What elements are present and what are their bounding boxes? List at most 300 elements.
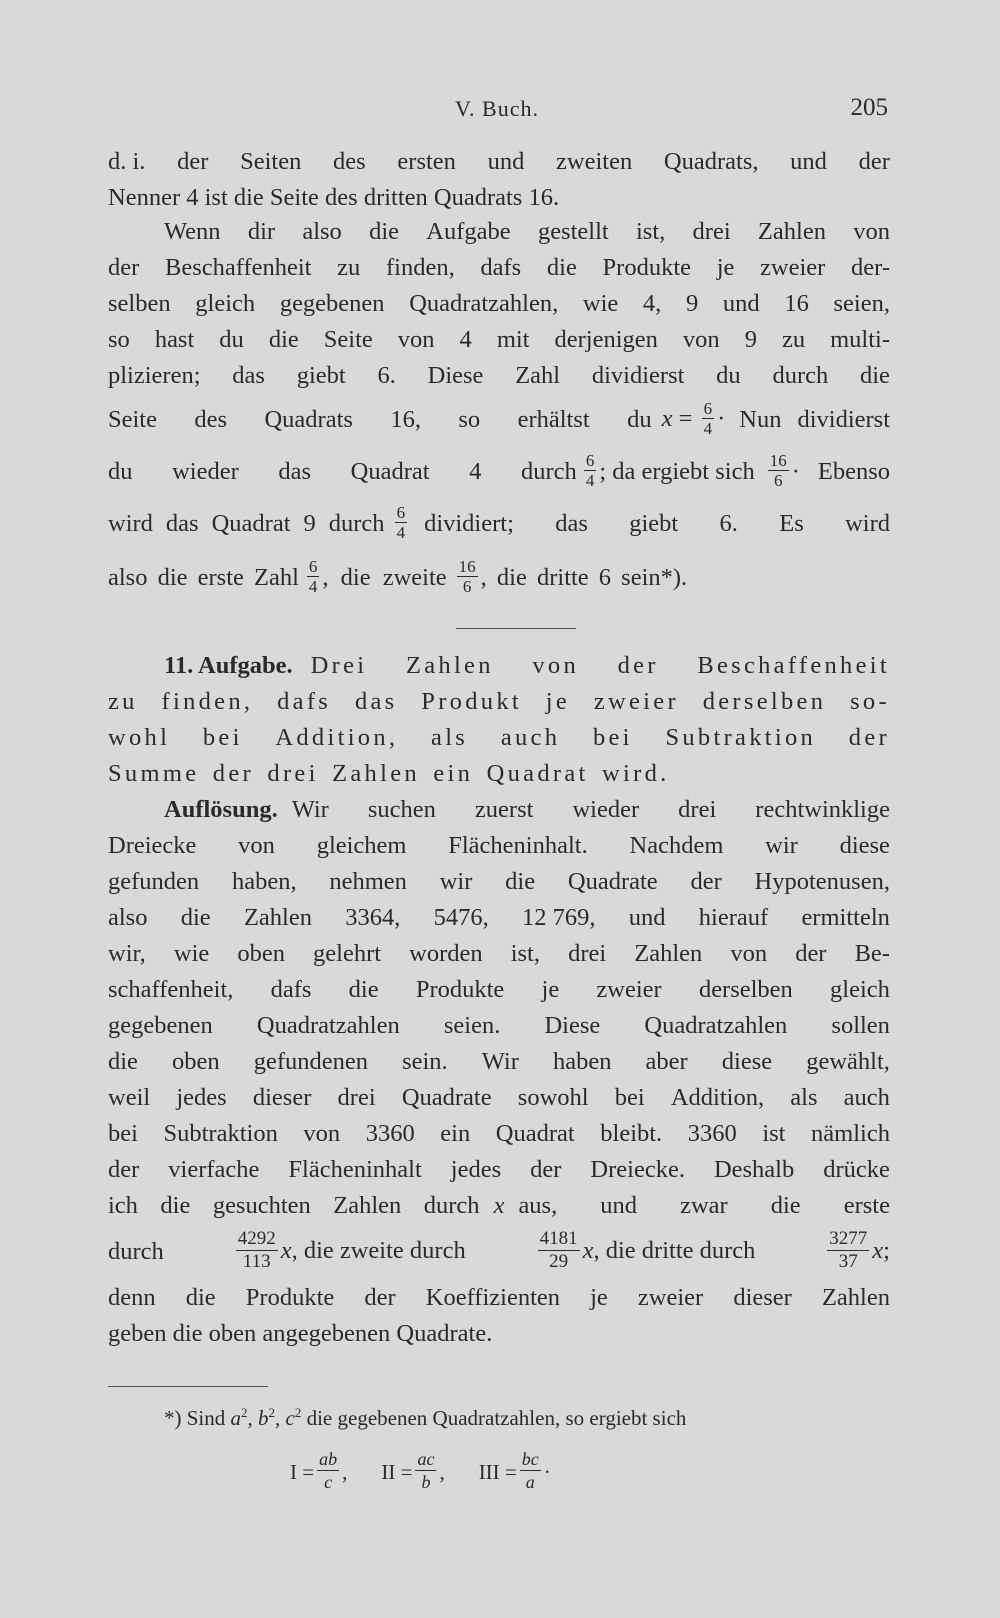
text-line — [108, 936, 890, 972]
word: sowohl — [517, 1084, 589, 1111]
solution-label: Auflösung. — [164, 796, 278, 823]
word: der — [617, 652, 659, 679]
word: Produkt — [421, 688, 522, 715]
word: Dreiecke. — [590, 1156, 685, 1183]
text-line — [108, 684, 890, 720]
word: Seite — [108, 406, 157, 433]
fraction — [317, 1448, 339, 1493]
punctuation: , — [275, 1406, 281, 1430]
word: 6. — [719, 510, 738, 537]
word: 16, — [390, 406, 421, 433]
word: die — [160, 1192, 191, 1219]
word: von — [303, 1120, 341, 1147]
word: zuerst — [474, 796, 534, 823]
text-span: die gegebenen Quadratzahlen, so ergiebt sich — [306, 1406, 687, 1430]
word: zwar — [680, 1192, 728, 1219]
word: haben, — [231, 868, 297, 895]
word: ersten — [397, 148, 456, 175]
word: so- — [850, 688, 890, 715]
word: Diese — [427, 362, 484, 389]
paragraph-1 — [108, 144, 890, 216]
word: Subtraktion — [163, 1120, 278, 1147]
text-line — [108, 214, 890, 250]
word: zu — [108, 688, 138, 715]
word: wieder — [572, 796, 640, 823]
word-group — [424, 506, 890, 542]
word: finden, — [385, 254, 455, 281]
word: 12 769, — [522, 904, 596, 931]
page-number: 205 — [850, 94, 888, 121]
word: Zahlen — [405, 652, 494, 679]
word: suchen — [367, 796, 436, 823]
math-variable: c — [426, 1449, 435, 1469]
text-line — [108, 394, 890, 446]
math-variable: x — [872, 1236, 884, 1264]
word: das — [354, 688, 398, 715]
word: jedes — [450, 1156, 502, 1183]
word: von — [238, 832, 275, 859]
word: plizieren; — [108, 362, 201, 389]
text-line — [108, 1280, 890, 1316]
word: Seite — [323, 326, 373, 353]
word: dir — [247, 218, 276, 245]
solution — [108, 792, 890, 1352]
math-variable: b — [328, 1449, 338, 1469]
fraction — [584, 451, 597, 490]
word: also — [302, 218, 342, 245]
word: du — [219, 326, 244, 353]
word: Deshalb — [713, 1156, 795, 1183]
word: die — [348, 976, 379, 1003]
word: drei — [692, 218, 731, 245]
word: wir, — [108, 940, 146, 967]
word: Quadratzahlen — [256, 1012, 400, 1039]
word: denn — [108, 1284, 156, 1311]
text-line — [108, 900, 890, 936]
text-span: , die zweite durch — [291, 1236, 466, 1264]
word: des — [333, 148, 366, 175]
word: dieser — [252, 1084, 312, 1111]
word: durch — [772, 362, 829, 389]
word: nehmen — [329, 868, 407, 895]
word: diese — [721, 1048, 773, 1075]
denominator: c — [324, 1472, 333, 1492]
denominator: 4 — [396, 522, 406, 542]
text-line — [108, 250, 890, 286]
math-variable: x — [493, 1192, 505, 1219]
word: ermitteln — [801, 904, 890, 931]
word: Quadrat — [350, 458, 430, 485]
word: ich — [108, 1192, 138, 1219]
word: auch — [843, 1084, 890, 1111]
word: du — [108, 458, 133, 485]
word: dividiert; — [424, 510, 514, 537]
word: wie — [173, 940, 210, 967]
word: worden — [409, 940, 483, 967]
word-group — [108, 402, 652, 438]
word: 6. — [377, 362, 396, 389]
problem-label: 11. Aufgabe. — [164, 652, 293, 679]
text-line — [108, 1316, 890, 1352]
word: Koeffizienten — [425, 1284, 561, 1311]
word-group — [108, 506, 385, 542]
word: 4 — [469, 458, 482, 485]
word: Zahlen — [333, 1192, 402, 1219]
word: gefunden — [108, 868, 200, 895]
math-variable: b — [521, 1449, 531, 1469]
word: Zahlen — [243, 904, 312, 931]
word: der — [530, 1156, 562, 1183]
punctuation: · — [791, 458, 800, 485]
footnote-marker: *) — [164, 1406, 182, 1430]
text-line — [108, 1116, 890, 1152]
text-line — [108, 1080, 890, 1116]
word: bei — [202, 724, 243, 751]
word: Beschaffenheit — [164, 254, 312, 281]
word: zweier — [637, 1284, 704, 1311]
word: der — [858, 148, 890, 175]
word: 9 — [685, 290, 699, 317]
word: multi- — [830, 326, 890, 353]
numerator: 4292 — [237, 1227, 276, 1249]
denominator: 113 — [242, 1250, 271, 1272]
word: Nachdem — [629, 832, 724, 859]
numerator: 3277 — [829, 1227, 868, 1249]
fraction — [236, 1228, 278, 1273]
word: dieser — [733, 1284, 792, 1311]
word: zweier — [593, 688, 679, 715]
text-line — [108, 180, 890, 216]
word: je — [541, 976, 560, 1003]
punctuation: ; — [883, 1236, 890, 1264]
equation-lhs: III = — [478, 1460, 517, 1484]
word: ein — [440, 1120, 471, 1147]
denominator: 4 — [308, 576, 318, 596]
word: drücke — [823, 1156, 890, 1183]
word: der — [364, 1284, 396, 1311]
word: und — [600, 1192, 638, 1219]
word: derselben — [698, 976, 793, 1003]
word: 3364, — [345, 904, 401, 931]
term — [535, 1227, 756, 1275]
running-head: V. Buch. — [455, 96, 539, 121]
exponent: 2 — [241, 1405, 248, 1420]
punctuation: , — [247, 1406, 253, 1430]
word: zweiten — [556, 148, 633, 175]
word: des — [194, 406, 228, 433]
fraction — [520, 1448, 541, 1493]
word: also — [108, 904, 148, 931]
numerator: 6 — [396, 502, 406, 522]
text-span: , die zweite — [322, 564, 447, 591]
text-span: Summe der drei Zahlen ein Quadrat wird. — [108, 760, 670, 787]
text-line — [108, 864, 890, 900]
word-group — [292, 792, 890, 828]
word: der — [690, 868, 722, 895]
word: Seiten — [240, 148, 302, 175]
word: als — [790, 1084, 818, 1111]
word: Addition, — [670, 1084, 765, 1111]
word: 4, — [642, 290, 662, 317]
word: du — [627, 406, 652, 433]
word: erste — [843, 1192, 890, 1219]
math-variable: x — [582, 1236, 594, 1264]
word: der — [795, 940, 827, 967]
word: vierfache — [168, 1156, 260, 1183]
text-span: durch — [108, 1238, 164, 1265]
exponent: 2 — [268, 1405, 276, 1420]
word: oben — [172, 1048, 220, 1075]
text-span: Nenner 4 ist die Seite des dritten Quadrats 16. — [108, 184, 560, 211]
word: oben — [237, 940, 285, 967]
word: von — [397, 326, 435, 353]
word-group — [739, 402, 890, 438]
word: wir — [439, 868, 473, 895]
word: derjenigen — [554, 326, 658, 353]
word: dividierst — [591, 362, 685, 389]
word: 3360 — [365, 1120, 415, 1147]
denominator: b — [421, 1472, 431, 1492]
word: 16 — [784, 290, 809, 317]
word: diese — [839, 832, 890, 859]
word: bei — [614, 1084, 645, 1111]
word: du — [716, 362, 741, 389]
page-header — [0, 96, 1000, 126]
word: Wenn — [164, 218, 221, 245]
word: Produkte — [602, 254, 691, 281]
text-span: ; da ergiebt sich — [599, 458, 755, 485]
word: Produkte — [415, 976, 505, 1003]
word: Flächeninhalt. — [448, 832, 588, 859]
word: Wir — [481, 1048, 519, 1075]
numerator: 16 — [458, 556, 476, 576]
word: finden, — [161, 688, 254, 715]
word: dividierst — [797, 406, 890, 433]
word: Flächeninhalt — [288, 1156, 422, 1183]
word: der — [108, 1156, 140, 1183]
word: drei — [337, 1084, 376, 1111]
word: die — [770, 1192, 801, 1219]
word: je — [716, 254, 735, 281]
word-group — [108, 1188, 480, 1224]
word: Zahlen — [821, 1284, 890, 1311]
word: und — [628, 904, 666, 931]
word: und — [790, 148, 827, 175]
word: so — [108, 326, 130, 353]
text-line — [108, 828, 890, 864]
word: die — [369, 218, 400, 245]
text-span: Ebenso — [817, 458, 890, 485]
word: je — [545, 688, 571, 715]
word: weil — [108, 1084, 151, 1111]
exponent: 2 — [294, 1405, 302, 1420]
word: zu — [337, 254, 361, 281]
footnote — [108, 1406, 946, 1431]
word: 4 — [459, 326, 472, 353]
numerator: 6 — [308, 556, 318, 576]
word: wie — [582, 290, 619, 317]
word: 9 — [303, 510, 316, 537]
word: sein. — [402, 1048, 448, 1075]
word: 9 — [744, 326, 757, 353]
term — [824, 1227, 890, 1275]
word: Beschaffenheit — [697, 652, 890, 679]
word: das — [555, 510, 588, 537]
text-line — [108, 446, 890, 498]
denominator: 37 — [838, 1250, 858, 1272]
math-variable: a — [319, 1449, 329, 1469]
word: Quadratzahlen — [644, 1012, 788, 1039]
word: Produkte — [245, 1284, 335, 1311]
text-span: , die dritte durch — [593, 1236, 756, 1264]
fraction — [415, 1448, 436, 1493]
denominator: 4 — [585, 470, 595, 490]
word: gegebenen — [279, 290, 385, 317]
math-variable: c — [285, 1406, 295, 1430]
word: das — [232, 362, 265, 389]
numerator: 6 — [585, 450, 595, 470]
word: ist, — [510, 940, 540, 967]
punctuation: · — [717, 404, 726, 432]
equation-lhs: II = — [381, 1460, 413, 1484]
word: Wir — [291, 796, 329, 823]
fraction — [457, 557, 478, 596]
word: ist, — [635, 218, 666, 245]
word: Hypotenusen, — [754, 868, 890, 895]
word: die — [108, 1048, 138, 1075]
word: derselben — [702, 688, 827, 715]
text-span: , die dritte 6 sein*). — [480, 564, 688, 591]
word: gegebenen — [108, 1012, 213, 1039]
text-line — [108, 1188, 890, 1224]
word: die — [185, 1284, 216, 1311]
word: Quadrate — [401, 1084, 492, 1111]
equation-lhs: I = — [290, 1460, 315, 1484]
numerator — [415, 1448, 436, 1471]
punctuation: , — [439, 1460, 445, 1484]
word: Quadrat — [211, 510, 291, 537]
word: durch — [423, 1192, 480, 1219]
word: die — [860, 362, 890, 389]
word: zweier — [596, 976, 662, 1003]
section-divider — [456, 628, 576, 629]
word: Quadrats, — [663, 148, 759, 175]
word: gleich — [830, 976, 890, 1003]
word: gestellt — [537, 218, 609, 245]
text-line — [108, 498, 890, 550]
word: und — [722, 290, 760, 317]
numerator — [520, 1448, 541, 1471]
word: auch — [500, 724, 561, 751]
word: die — [505, 868, 536, 895]
denominator: a — [525, 1472, 535, 1492]
fraction — [307, 557, 320, 596]
term — [233, 1227, 466, 1275]
numerator: 4181 — [539, 1227, 578, 1249]
word: die — [180, 904, 211, 931]
word: Quadrats — [264, 406, 353, 433]
word: erhältst — [517, 406, 590, 433]
math-variable: c — [530, 1449, 539, 1469]
word: Drei — [310, 652, 368, 679]
word: gelehrt — [313, 940, 382, 967]
math-operator: = — [678, 404, 693, 432]
word: der — [108, 254, 140, 281]
word: zweier — [760, 254, 826, 281]
word: die — [268, 326, 299, 353]
punctuation: , — [342, 1460, 348, 1484]
word: schaffenheit, — [108, 976, 234, 1003]
word: wieder — [172, 458, 239, 485]
word: Diese — [544, 1012, 601, 1039]
problem-11 — [108, 648, 890, 792]
text-line — [108, 648, 890, 684]
word: jedes — [176, 1084, 227, 1111]
word: Subtraktion — [665, 724, 817, 751]
word: und — [487, 148, 525, 175]
word: haben — [552, 1048, 612, 1075]
word: Zahl — [515, 362, 561, 389]
word: drei — [568, 940, 607, 967]
fraction — [768, 451, 789, 490]
word: sollen — [831, 1012, 890, 1039]
word: gleich — [195, 290, 256, 317]
text-span: geben die oben angegebenen Quadrate. — [108, 1320, 493, 1347]
word-group — [311, 648, 890, 684]
word: bei — [592, 724, 633, 751]
math-variable: b — [258, 1406, 269, 1430]
numerator — [317, 1448, 339, 1471]
word: Es — [779, 510, 804, 537]
word-group — [108, 454, 577, 490]
word: Zahlen — [634, 940, 703, 967]
numerator: 16 — [769, 450, 787, 470]
word: wohl — [108, 724, 171, 751]
denominator: 6 — [462, 576, 472, 596]
word: giebt — [296, 362, 346, 389]
math-variable: x — [280, 1236, 292, 1264]
word: Be- — [854, 940, 890, 967]
word: Quadrat — [495, 1120, 575, 1147]
footnote-rule — [108, 1386, 268, 1387]
word: Zahlen — [757, 218, 826, 245]
word: das — [278, 458, 312, 485]
word: drei — [678, 796, 717, 823]
word: hierauf — [698, 904, 769, 931]
fraction — [702, 399, 715, 438]
word: rechtwinklige — [755, 796, 890, 823]
math-variable: a — [417, 1449, 427, 1469]
equation — [381, 1450, 444, 1495]
word: der — [177, 148, 209, 175]
word: dafs — [277, 688, 332, 715]
text-line — [108, 720, 890, 756]
text-line — [108, 792, 890, 828]
word: durch — [328, 510, 385, 537]
word: gesuchten — [212, 1192, 311, 1219]
word: aus, — [518, 1192, 558, 1219]
numerator: 6 — [703, 398, 713, 418]
word: das — [165, 510, 199, 537]
word: d. i. — [108, 148, 146, 175]
word: von — [730, 940, 768, 967]
word: bei — [108, 1120, 138, 1147]
math-variable: a — [230, 1406, 242, 1430]
fraction — [395, 503, 408, 542]
word: 5476, — [433, 904, 489, 931]
math-variable: x — [661, 404, 673, 432]
text-line — [108, 550, 890, 606]
